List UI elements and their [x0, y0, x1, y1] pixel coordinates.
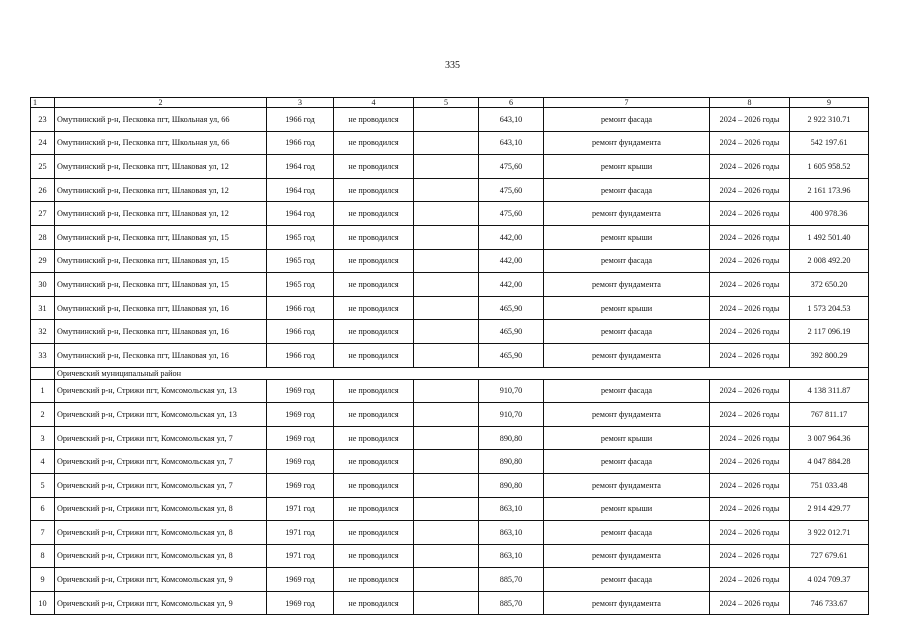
cost-cell: 4 024 709.37: [790, 568, 869, 592]
column5-cell: [414, 426, 479, 450]
previous-repair-cell: не проводился: [334, 544, 414, 568]
build-year-cell: 1969 год: [267, 450, 334, 474]
address-cell: Омутнинский р-н, Песковка пгт, Шлаковая ул, 16: [55, 343, 267, 367]
build-year-cell: 1966 год: [267, 108, 334, 132]
column5-cell: [414, 225, 479, 249]
cost-cell: 4 138 311.87: [790, 379, 869, 403]
previous-repair-cell: не проводился: [334, 497, 414, 521]
period-cell: 2024 – 2026 годы: [710, 202, 790, 226]
previous-repair-cell: не проводился: [334, 450, 414, 474]
period-cell: 2024 – 2026 годы: [710, 544, 790, 568]
work-type-cell: ремонт фасада: [544, 450, 710, 474]
previous-repair-cell: не проводился: [334, 320, 414, 344]
address-cell: Омутнинский р-н, Песковка пгт, Школьная ул, 66: [55, 108, 267, 132]
area-cell: 863,10: [479, 497, 544, 521]
column5-cell: [414, 249, 479, 273]
build-year-cell: 1966 год: [267, 131, 334, 155]
row-number-cell: 24: [31, 131, 55, 155]
area-cell: 475,60: [479, 178, 544, 202]
table-row: [31, 521, 869, 545]
area-cell: 442,00: [479, 225, 544, 249]
row-number-cell: 31: [31, 296, 55, 320]
area-cell: 475,60: [479, 155, 544, 179]
table-row: [31, 568, 869, 592]
area-cell: 890,80: [479, 473, 544, 497]
address-cell: Омутнинский р-н, Песковка пгт, Шлаковая ул, 15: [55, 273, 267, 297]
area-cell: 863,10: [479, 544, 544, 568]
period-cell: 2024 – 2026 годы: [710, 155, 790, 179]
build-year-cell: 1969 год: [267, 403, 334, 427]
table-body: [31, 98, 869, 615]
address-cell: Омутнинский р-н, Песковка пгт, Шлаковая ул, 12: [55, 155, 267, 179]
table-row: [31, 544, 869, 568]
row-number-cell: 2: [31, 403, 55, 427]
build-year-cell: 1969 год: [267, 591, 334, 615]
row-number-cell: 6: [31, 497, 55, 521]
row-number-cell: 8: [31, 544, 55, 568]
row-number-cell: 26: [31, 178, 55, 202]
cost-cell: 1 605 958.52: [790, 155, 869, 179]
cost-cell: 2 161 173.96: [790, 178, 869, 202]
row-number-cell: 27: [31, 202, 55, 226]
period-cell: 2024 – 2026 годы: [710, 426, 790, 450]
area-cell: 910,70: [479, 403, 544, 427]
column5-cell: [414, 591, 479, 615]
area-cell: 465,90: [479, 320, 544, 344]
previous-repair-cell: не проводился: [334, 521, 414, 545]
cost-cell: 751 033.48: [790, 473, 869, 497]
column5-cell: [414, 544, 479, 568]
period-cell: 2024 – 2026 годы: [710, 108, 790, 132]
area-cell: 442,00: [479, 273, 544, 297]
row-number-cell: 33: [31, 343, 55, 367]
build-year-cell: 1965 год: [267, 225, 334, 249]
cost-cell: 2 922 310.71: [790, 108, 869, 132]
address-cell: Омутнинский р-н, Песковка пгт, Шлаковая ул, 16: [55, 320, 267, 344]
area-cell: 465,90: [479, 343, 544, 367]
table-row: [31, 343, 869, 367]
table-row: [31, 379, 869, 403]
cost-cell: 3 007 964.36: [790, 426, 869, 450]
previous-repair-cell: не проводился: [334, 155, 414, 179]
previous-repair-cell: не проводился: [334, 178, 414, 202]
cost-cell: 3 922 012.71: [790, 521, 869, 545]
work-type-cell: ремонт фундамента: [544, 202, 710, 226]
column5-cell: [414, 473, 479, 497]
column5-cell: [414, 497, 479, 521]
period-cell: 2024 – 2026 годы: [710, 450, 790, 474]
area-cell: 442,00: [479, 249, 544, 273]
build-year-cell: 1969 год: [267, 568, 334, 592]
table-row: [31, 497, 869, 521]
column5-cell: [414, 568, 479, 592]
work-type-cell: ремонт крыши: [544, 497, 710, 521]
column5-cell: [414, 379, 479, 403]
table-row: [31, 202, 869, 226]
cost-cell: 746 733.67: [790, 591, 869, 615]
table-row: [31, 426, 869, 450]
work-type-cell: ремонт фундамента: [544, 591, 710, 615]
work-type-cell: ремонт крыши: [544, 155, 710, 179]
column-number-header-row: [31, 98, 869, 108]
period-cell: 2024 – 2026 годы: [710, 296, 790, 320]
cost-cell: 2 008 492.20: [790, 249, 869, 273]
column5-cell: [414, 202, 479, 226]
header-cell: 8: [710, 98, 790, 108]
row-number-cell: 28: [31, 225, 55, 249]
table-row: [31, 473, 869, 497]
header-cell: 4: [334, 98, 414, 108]
cost-cell: 767 811.17: [790, 403, 869, 427]
work-type-cell: ремонт фундамента: [544, 403, 710, 427]
period-cell: 2024 – 2026 годы: [710, 591, 790, 615]
previous-repair-cell: не проводился: [334, 343, 414, 367]
cost-cell: 727 679.61: [790, 544, 869, 568]
work-type-cell: ремонт фасада: [544, 320, 710, 344]
column5-cell: [414, 108, 479, 132]
build-year-cell: 1969 год: [267, 379, 334, 403]
column5-cell: [414, 521, 479, 545]
previous-repair-cell: не проводился: [334, 473, 414, 497]
repair-schedule-table: [30, 97, 869, 615]
column5-cell: [414, 450, 479, 474]
table-row: [31, 225, 869, 249]
row-number-cell: 32: [31, 320, 55, 344]
build-year-cell: 1969 год: [267, 426, 334, 450]
row-number-cell: 29: [31, 249, 55, 273]
build-year-cell: 1971 год: [267, 521, 334, 545]
cost-cell: 1 573 204.53: [790, 296, 869, 320]
build-year-cell: 1964 год: [267, 202, 334, 226]
address-cell: Оричевский р-н, Стрижи пгт, Комсомольская ул, 8: [55, 521, 267, 545]
work-type-cell: ремонт фундамента: [544, 131, 710, 155]
area-cell: 465,90: [479, 296, 544, 320]
table-row: [31, 155, 869, 179]
column5-cell: [414, 273, 479, 297]
address-cell: Оричевский р-н, Стрижи пгт, Комсомольская ул, 9: [55, 568, 267, 592]
cost-cell: 4 047 884.28: [790, 450, 869, 474]
period-cell: 2024 – 2026 годы: [710, 473, 790, 497]
column5-cell: [414, 343, 479, 367]
section-row: [31, 367, 869, 379]
row-number-cell: 5: [31, 473, 55, 497]
previous-repair-cell: не проводился: [334, 568, 414, 592]
work-type-cell: ремонт фасада: [544, 568, 710, 592]
address-cell: Омутнинский р-н, Песковка пгт, Школьная ул, 66: [55, 131, 267, 155]
previous-repair-cell: не проводился: [334, 591, 414, 615]
previous-repair-cell: не проводился: [334, 108, 414, 132]
previous-repair-cell: не проводился: [334, 379, 414, 403]
table-row: [31, 273, 869, 297]
section-title: Оричевский муниципальный район: [55, 367, 869, 379]
row-number-cell: 30: [31, 273, 55, 297]
previous-repair-cell: не проводился: [334, 296, 414, 320]
address-cell: Оричевский р-н, Стрижи пгт, Комсомольская ул, 7: [55, 473, 267, 497]
header-cell: 1: [31, 98, 55, 108]
column5-cell: [414, 403, 479, 427]
table-row: [31, 131, 869, 155]
cost-cell: 2 914 429.77: [790, 497, 869, 521]
period-cell: 2024 – 2026 годы: [710, 379, 790, 403]
previous-repair-cell: не проводился: [334, 225, 414, 249]
cost-cell: 2 117 096.19: [790, 320, 869, 344]
area-cell: 890,80: [479, 426, 544, 450]
previous-repair-cell: не проводился: [334, 131, 414, 155]
table-row: [31, 450, 869, 474]
build-year-cell: 1964 год: [267, 155, 334, 179]
table-row: [31, 178, 869, 202]
header-cell: 9: [790, 98, 869, 108]
address-cell: Омутнинский р-н, Песковка пгт, Шлаковая ул, 15: [55, 249, 267, 273]
column5-cell: [414, 296, 479, 320]
address-cell: Оричевский р-н, Стрижи пгт, Комсомольская ул, 7: [55, 450, 267, 474]
header-cell: 7: [544, 98, 710, 108]
previous-repair-cell: не проводился: [334, 426, 414, 450]
row-number-cell: 23: [31, 108, 55, 132]
period-cell: 2024 – 2026 годы: [710, 225, 790, 249]
build-year-cell: 1965 год: [267, 273, 334, 297]
previous-repair-cell: не проводился: [334, 273, 414, 297]
period-cell: 2024 – 2026 годы: [710, 568, 790, 592]
work-type-cell: ремонт фундамента: [544, 473, 710, 497]
build-year-cell: 1971 год: [267, 497, 334, 521]
address-cell: Омутнинский р-н, Песковка пгт, Шлаковая ул, 12: [55, 202, 267, 226]
table-row: [31, 249, 869, 273]
work-type-cell: ремонт фасада: [544, 521, 710, 545]
address-cell: Омутнинский р-н, Песковка пгт, Шлаковая ул, 16: [55, 296, 267, 320]
period-cell: 2024 – 2026 годы: [710, 521, 790, 545]
work-type-cell: ремонт фундамента: [544, 273, 710, 297]
page-number: 335: [445, 60, 460, 71]
work-type-cell: ремонт крыши: [544, 426, 710, 450]
row-number-cell: 25: [31, 155, 55, 179]
period-cell: 2024 – 2026 годы: [710, 249, 790, 273]
build-year-cell: 1969 год: [267, 473, 334, 497]
area-cell: 890,80: [479, 450, 544, 474]
period-cell: 2024 – 2026 годы: [710, 403, 790, 427]
row-number-cell: 4: [31, 450, 55, 474]
address-cell: Оричевский р-н, Стрижи пгт, Комсомольская ул, 8: [55, 497, 267, 521]
period-cell: 2024 – 2026 годы: [710, 131, 790, 155]
area-cell: 885,70: [479, 591, 544, 615]
row-number-cell: 10: [31, 591, 55, 615]
work-type-cell: ремонт фундамента: [544, 343, 710, 367]
row-number-cell: 3: [31, 426, 55, 450]
table-row: [31, 320, 869, 344]
build-year-cell: 1965 год: [267, 249, 334, 273]
row-number-cell: 1: [31, 379, 55, 403]
section-empty-cell: [31, 367, 55, 379]
period-cell: 2024 – 2026 годы: [710, 497, 790, 521]
cost-cell: 372 650.20: [790, 273, 869, 297]
build-year-cell: 1964 год: [267, 178, 334, 202]
header-cell: 6: [479, 98, 544, 108]
cost-cell: 400 978.36: [790, 202, 869, 226]
address-cell: Омутнинский р-н, Песковка пгт, Шлаковая ул, 12: [55, 178, 267, 202]
address-cell: Оричевский р-н, Стрижи пгт, Комсомольская ул, 9: [55, 591, 267, 615]
column5-cell: [414, 178, 479, 202]
period-cell: 2024 – 2026 годы: [710, 273, 790, 297]
work-type-cell: ремонт фундамента: [544, 544, 710, 568]
address-cell: Оричевский р-н, Стрижи пгт, Комсомольская ул, 13: [55, 403, 267, 427]
build-year-cell: 1966 год: [267, 296, 334, 320]
area-cell: 863,10: [479, 521, 544, 545]
header-cell: 5: [414, 98, 479, 108]
table-row: [31, 403, 869, 427]
build-year-cell: 1966 год: [267, 320, 334, 344]
address-cell: Оричевский р-н, Стрижи пгт, Комсомольская ул, 8: [55, 544, 267, 568]
work-type-cell: ремонт фасада: [544, 379, 710, 403]
cost-cell: 1 492 501.40: [790, 225, 869, 249]
work-type-cell: ремонт фасада: [544, 178, 710, 202]
previous-repair-cell: не проводился: [334, 249, 414, 273]
period-cell: 2024 – 2026 годы: [710, 343, 790, 367]
column5-cell: [414, 131, 479, 155]
column5-cell: [414, 320, 479, 344]
header-cell: 3: [267, 98, 334, 108]
column5-cell: [414, 155, 479, 179]
area-cell: 643,10: [479, 131, 544, 155]
header-cell: 2: [55, 98, 267, 108]
row-number-cell: 7: [31, 521, 55, 545]
build-year-cell: 1966 год: [267, 343, 334, 367]
table-row: [31, 296, 869, 320]
table-row: [31, 108, 869, 132]
area-cell: 475,60: [479, 202, 544, 226]
work-type-cell: ремонт фасада: [544, 249, 710, 273]
build-year-cell: 1971 год: [267, 544, 334, 568]
area-cell: 643,10: [479, 108, 544, 132]
table-row: [31, 591, 869, 615]
cost-cell: 542 197.61: [790, 131, 869, 155]
address-cell: Оричевский р-н, Стрижи пгт, Комсомольская ул, 13: [55, 379, 267, 403]
work-type-cell: ремонт крыши: [544, 225, 710, 249]
address-cell: Омутнинский р-н, Песковка пгт, Шлаковая ул, 15: [55, 225, 267, 249]
row-number-cell: 9: [31, 568, 55, 592]
area-cell: 910,70: [479, 379, 544, 403]
period-cell: 2024 – 2026 годы: [710, 178, 790, 202]
work-type-cell: ремонт фасада: [544, 108, 710, 132]
previous-repair-cell: не проводился: [334, 202, 414, 226]
period-cell: 2024 – 2026 годы: [710, 320, 790, 344]
work-type-cell: ремонт крыши: [544, 296, 710, 320]
address-cell: Оричевский р-н, Стрижи пгт, Комсомольская ул, 7: [55, 426, 267, 450]
area-cell: 885,70: [479, 568, 544, 592]
previous-repair-cell: не проводился: [334, 403, 414, 427]
cost-cell: 392 800.29: [790, 343, 869, 367]
